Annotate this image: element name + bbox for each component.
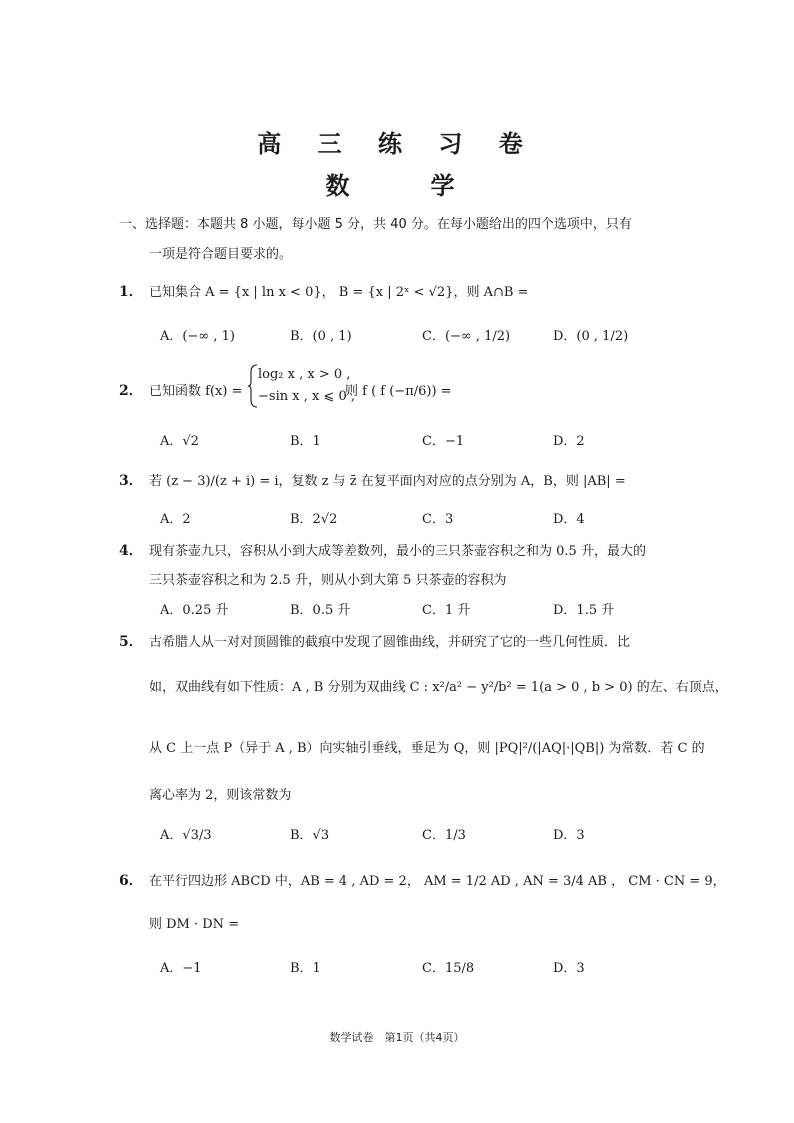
question-5-line-4: 离心率为 2，则该常数为	[149, 788, 292, 803]
question-1-option-a[interactable]: A．(−∞ , 1)	[160, 329, 235, 344]
question-2-option-a[interactable]: A．√2	[160, 434, 199, 449]
question-4-option-c[interactable]: C．1 升	[422, 603, 471, 618]
question-6-number: 6．	[119, 873, 143, 889]
question-5-line-3: 从 C 上一点 P（异于 A , B）向实轴引垂线，垂足为 Q，则 |PQ|²/(|AQ|·|QB|) 为常数．若 C 的	[149, 741, 705, 756]
question-2-option-c[interactable]: C．−1	[422, 434, 465, 449]
question-6-line-2: 则 DM · DN =	[149, 917, 240, 932]
question-6-line-1: 在平行四边形 ABCD 中，AB = 4 , AD = 2， AM = 1/2 AD , AN = 3/4 AB ， CM · CN = 9，	[149, 874, 726, 889]
question-5-number: 5．	[119, 634, 143, 650]
question-2-case-1: log₂ x , x > 0 ,	[258, 367, 351, 382]
question-6-option-c[interactable]: C．15/8	[422, 961, 475, 976]
question-4-line-1: 现有茶壶九只，容积从小到大成等差数列，最小的三只茶壶容积之和为 0.5 升，最大的	[149, 544, 646, 559]
exam-subject: 数 学	[325, 171, 469, 200]
question-3-option-a[interactable]: A．2	[160, 512, 191, 527]
question-4-line-2: 三只茶壶容积之和为 2.5 升，则从小到大第 5 只茶壶的容积为	[149, 573, 507, 588]
question-3-option-c[interactable]: C．3	[422, 512, 454, 527]
question-3-option-d[interactable]: D．4	[553, 512, 585, 527]
question-4-option-a[interactable]: A．0.25 升	[160, 603, 229, 618]
question-2-option-d[interactable]: D．2	[553, 434, 585, 449]
question-5-line-2: 如，双曲线有如下性质：A , B 分别为双曲线 C : x²/a² − y²/b² = 1(a > 0 , b > 0) 的左、右顶点，	[149, 680, 728, 695]
question-2-case-2: −sin x , x ⩽ 0 ,	[258, 389, 355, 404]
question-5-option-d[interactable]: D．3	[553, 828, 585, 843]
question-1-option-c[interactable]: C．(−∞ , 1/2)	[422, 329, 511, 344]
question-2-option-b[interactable]: B．1	[290, 434, 321, 449]
exam-title: 高 三 练 习 卷	[257, 129, 537, 158]
piecewise-brace-icon	[248, 364, 258, 408]
section-header-line2: 一项是符合题目要求的。	[149, 247, 293, 262]
section-header-line1: 一、选择题：本题共 8 小题，每小题 5 分，共 40 分。在每小题给出的四个选项中，只有	[119, 217, 632, 232]
question-4-option-b[interactable]: B．0.5 升	[290, 603, 351, 618]
question-6-option-b[interactable]: B．1	[290, 961, 321, 976]
question-3-option-b[interactable]: B．2√2	[290, 512, 338, 527]
question-6-option-a[interactable]: A．−1	[160, 961, 202, 976]
question-2-number: 2．	[119, 383, 143, 399]
question-2-text-suffix: 则 f ( f (−π/6)) =	[345, 384, 452, 399]
question-1-text: 已知集合 A = {x | ln x < 0}， B = {x | 2ˣ < √2}，则 A∩B =	[149, 285, 529, 300]
question-5-line-1: 古希腊人从一对对顶圆锥的截痕中发现了圆锥曲线，并研究了它的一些几何性质．比	[149, 635, 631, 650]
question-5-option-b[interactable]: B．√3	[290, 828, 330, 843]
question-2-text-prefix: 已知函数 f(x) =	[149, 384, 243, 399]
page-footer: 数学试卷 第1页（共4页）	[329, 1031, 465, 1044]
question-3-text: 若 (z − 3)/(z + i) = i，复数 z 与 z̄ 在复平面内对应的点分别为 A，B，则 |AB| =	[149, 474, 626, 489]
question-5-option-c[interactable]: C．1/3	[422, 828, 466, 843]
question-3-number: 3．	[119, 473, 143, 489]
question-5-option-a[interactable]: A．√3/3	[160, 828, 212, 843]
question-1-number: 1．	[119, 284, 143, 300]
question-6-option-d[interactable]: D．3	[553, 961, 585, 976]
question-1-option-b[interactable]: B．(0 , 1)	[290, 329, 352, 344]
question-1-option-d[interactable]: D．(0 , 1/2)	[553, 329, 629, 344]
question-4-number: 4．	[119, 543, 143, 559]
question-4-option-d[interactable]: D．1.5 升	[553, 603, 615, 618]
